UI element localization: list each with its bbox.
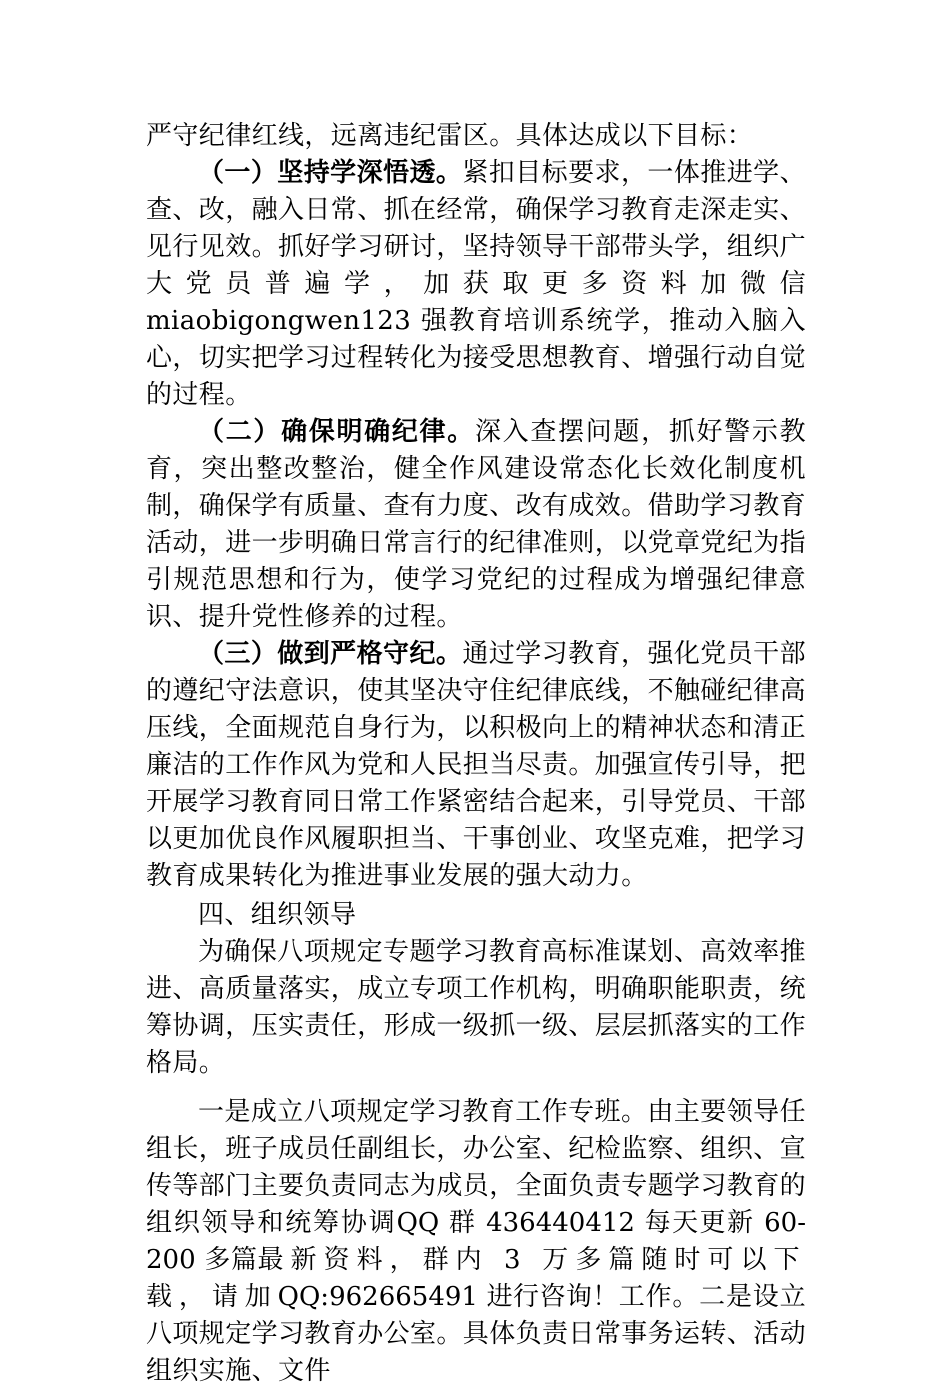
task-force-text-b: 工作。二是设立八项规定学习教育办公室。具体负责日常事务运转、活动组织实施、文件	[146, 1282, 807, 1386]
goal-1-title: （一）坚持学深悟透。	[198, 158, 463, 188]
section-heading-organization: 四、组织领导	[198, 900, 357, 930]
ad-line-2: 最新资料，群内 3 万多篇随时可以下载，请加	[146, 1245, 806, 1312]
paragraph-goal-2	[146, 414, 806, 636]
paragraph-goal-1	[146, 155, 806, 414]
paragraph-organization-intro: 为确保八项规定专题学习教育高标准谋划、高效率推进、高质量落实，成立专项工作机构，明确职能职责，统筹协调，压实责任，形成一级抓一级、层层抓落实的工作格局。	[146, 937, 807, 1078]
document-page	[146, 118, 806, 1390]
paragraph-intro: 严守纪律红线，远离违纪雷区。具体达成以下目标：	[146, 121, 754, 151]
goal-3-title: （三）做到严格守纪。	[198, 639, 463, 669]
paragraph-task-force	[146, 1094, 806, 1390]
goal-2-body: 深入查摆问题，抓好警示教育，突出整改整治，健全作风建设常态化长效化制度机制，确保学有质量、查有力度、改有成效。借助学习教育活动，进一步明确日常言行的纪律准则，以党章党纪为指引规范思想和行为，使学习党纪的过程成为增强纪律意识、提升党性修养的过程。	[146, 417, 807, 632]
ad-line-3: QQ:962665491 进行咨询！	[277, 1282, 619, 1312]
goal-2-title: （二）确保明确纪律。	[198, 417, 475, 447]
goal-1-body: 紧扣目标要求，一体推进学、查、改，融入日常、抓在经常，确保学习教育走深走实、见行见效。抓好学习研讨，坚持领导干部带头学，组织广大党员普遍学，加获取更多资料加微信 miaobigongwen123 强教育培训系统学，推动入脑入心，切实把学习过程转化为接受思想教育、增强行动自觉的过程。	[146, 158, 807, 410]
task-force-text-a: 一是成立八项规定学习教育工作专班。由主要领导任组长，班子成员任副组长，办公室、纪检监察、组织、宣传等部门主要负责同志为成员，全面负责专题学习教育的组织领导和统筹协调	[146, 1097, 807, 1238]
goal-3-body: 通过学习教育，强化党员干部的遵纪守法意识，使其坚决守住纪律底线，不触碰纪律高压线，全面规范自身行为，以积极向上的精神状态和清正廉洁的工作作风为党和人民担当尽责。加强宣传引导，把开展学习教育同日常工作紧密结合起来，引导党员、干部以更加优良作风履职担当、干事创业、攻坚克难，把学习教育成果转化为推进事业发展的强大动力。	[146, 639, 807, 891]
ad-line-1: QQ 群 436440412 每天更新 60-200 多篇	[146, 1208, 806, 1275]
paragraph-goal-3	[146, 636, 806, 895]
